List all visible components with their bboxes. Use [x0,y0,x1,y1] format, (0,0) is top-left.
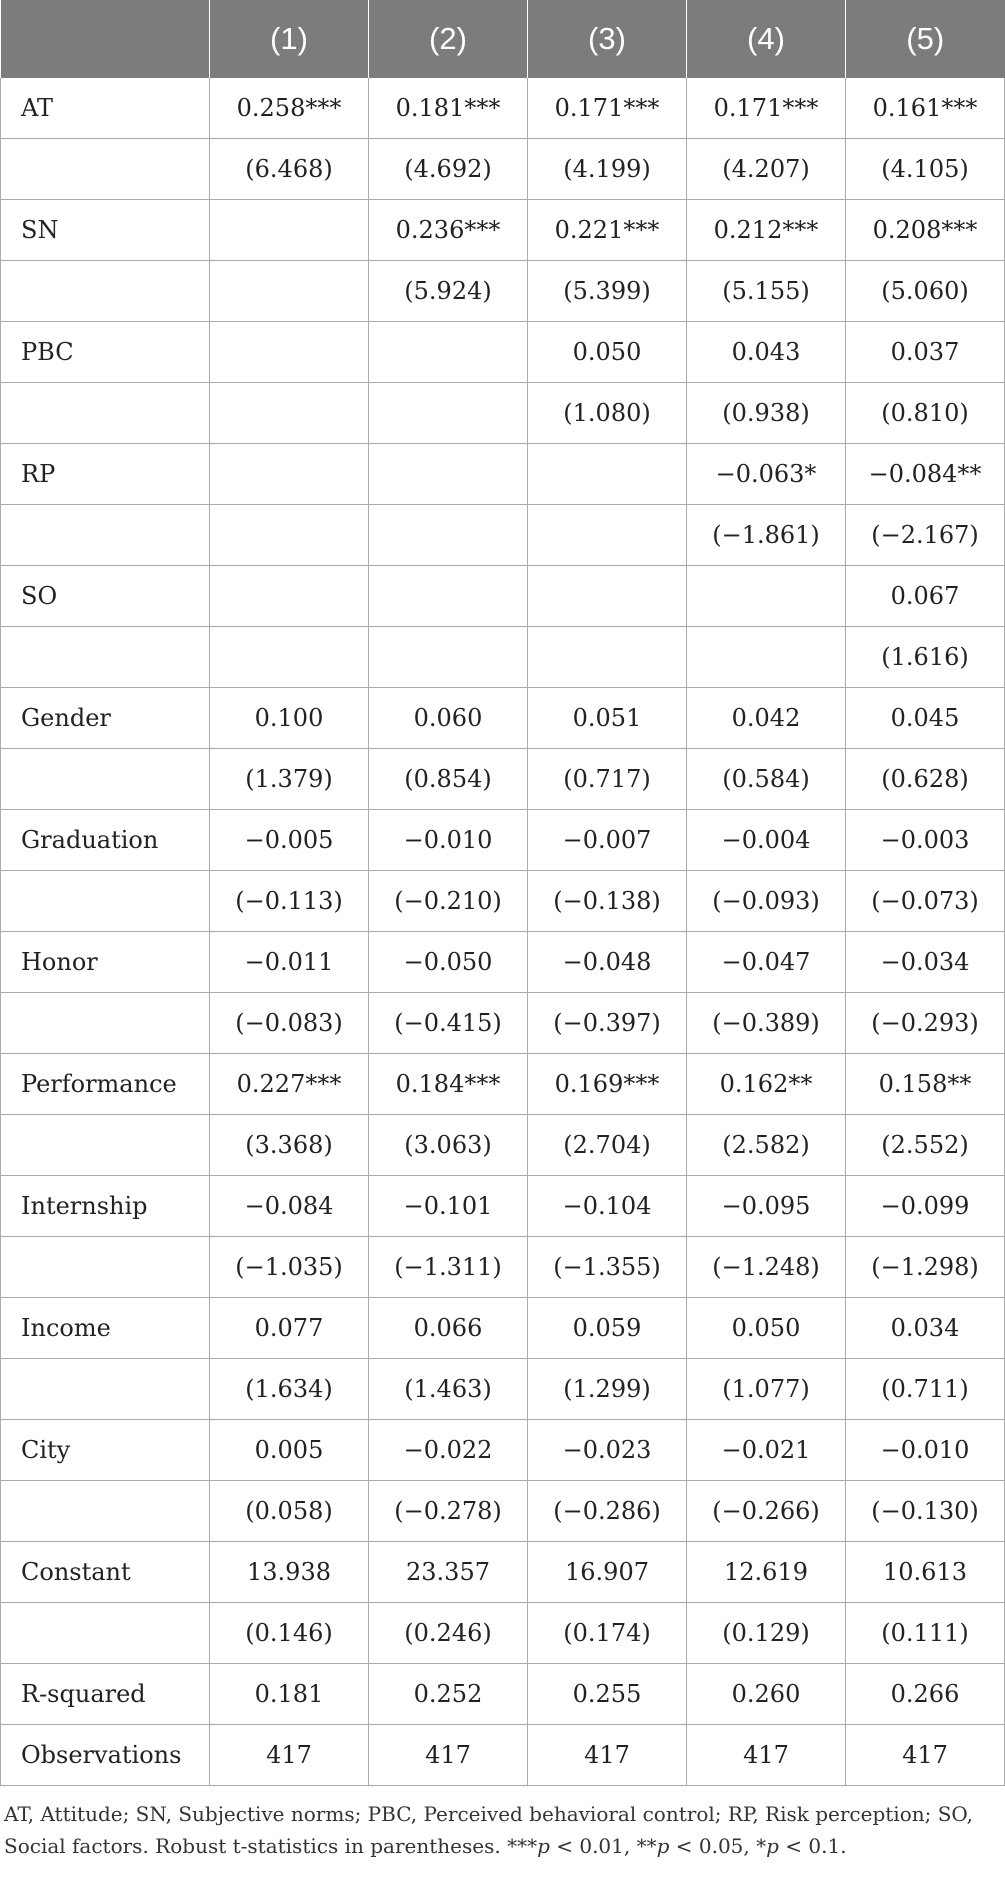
row-label-cell [1,1481,210,1542]
row-label-cell [1,1237,210,1298]
value-cell: 0.100 [210,688,369,749]
row-label-cell [1,1603,210,1664]
table-row [1,1115,1005,1176]
value-cell: 0.208*** [846,200,1005,261]
value-cell: (−0.286) [528,1481,687,1542]
value-cell [369,627,528,688]
value-cell: (4.105) [846,139,1005,200]
table-row [1,749,1005,810]
value-cell: (−2.167) [846,505,1005,566]
header-cell-model-5: (5) [846,0,1005,78]
table-row [1,383,1005,444]
value-cell: (0.058) [210,1481,369,1542]
value-cell: 0.059 [528,1298,687,1359]
table-row [1,1481,1005,1542]
value-cell: (4.692) [369,139,528,200]
footnote-sig-3: *p < 0.1. [756,1834,847,1858]
value-cell: (2.552) [846,1115,1005,1176]
value-cell [210,383,369,444]
table-row [1,688,1005,749]
table-row [1,322,1005,383]
table-row [1,78,1005,139]
row-label-cell: Internship [1,1176,210,1237]
row-label-cell [1,139,210,200]
value-cell: (0.129) [687,1603,846,1664]
value-cell: (−0.266) [687,1481,846,1542]
value-cell: 417 [846,1725,1005,1786]
table-row [1,444,1005,505]
value-cell: (−0.278) [369,1481,528,1542]
value-cell: −0.034 [846,932,1005,993]
value-cell [210,444,369,505]
value-cell [369,383,528,444]
row-label-cell: R-squared [1,1664,210,1725]
value-cell: 0.258*** [210,78,369,139]
row-label-cell: Graduation [1,810,210,871]
row-label-cell: Honor [1,932,210,993]
value-cell: (5.060) [846,261,1005,322]
value-cell: −0.005 [210,810,369,871]
value-cell: (1.080) [528,383,687,444]
table-body [1,78,1005,1786]
value-cell: −0.101 [369,1176,528,1237]
value-cell: 0.184*** [369,1054,528,1115]
table-row [1,810,1005,871]
value-cell: (−0.210) [369,871,528,932]
table-row [1,1420,1005,1481]
value-cell: −0.104 [528,1176,687,1237]
row-label-cell: RP [1,444,210,505]
value-cell: −0.004 [687,810,846,871]
value-cell: (0.146) [210,1603,369,1664]
value-cell: −0.050 [369,932,528,993]
value-cell: (0.584) [687,749,846,810]
value-cell: 417 [687,1725,846,1786]
value-cell: 0.162** [687,1054,846,1115]
table-row [1,932,1005,993]
value-cell [528,566,687,627]
value-cell: (0.938) [687,383,846,444]
value-cell: 0.043 [687,322,846,383]
value-cell: 0.060 [369,688,528,749]
value-cell: −0.010 [846,1420,1005,1481]
value-cell: −0.047 [687,932,846,993]
value-cell: 0.051 [528,688,687,749]
value-cell: (−0.389) [687,993,846,1054]
value-cell: 0.221*** [528,200,687,261]
value-cell: (−0.415) [369,993,528,1054]
value-cell [210,261,369,322]
value-cell: 0.066 [369,1298,528,1359]
row-label-cell: SN [1,200,210,261]
value-cell: 0.077 [210,1298,369,1359]
row-label-cell [1,505,210,566]
table-row [1,200,1005,261]
value-cell: (0.711) [846,1359,1005,1420]
value-cell [369,505,528,566]
row-label-cell: AT [1,78,210,139]
value-cell [210,566,369,627]
value-cell: 0.050 [687,1298,846,1359]
value-cell: (2.582) [687,1115,846,1176]
value-cell: 0.266 [846,1664,1005,1725]
value-cell: (−1.861) [687,505,846,566]
value-cell: −0.003 [846,810,1005,871]
row-label-cell: Income [1,1298,210,1359]
row-label-cell: City [1,1420,210,1481]
table-row [1,627,1005,688]
value-cell [210,322,369,383]
value-cell: 0.212*** [687,200,846,261]
row-label-cell [1,993,210,1054]
value-cell: 0.171*** [528,78,687,139]
value-cell: 0.050 [528,322,687,383]
table-row [1,1237,1005,1298]
value-cell: −0.022 [369,1420,528,1481]
value-cell: (−0.397) [528,993,687,1054]
value-cell: 0.169*** [528,1054,687,1115]
value-cell: 10.613 [846,1542,1005,1603]
value-cell [528,627,687,688]
value-cell [369,322,528,383]
value-cell: (1.379) [210,749,369,810]
value-cell: (−0.073) [846,871,1005,932]
value-cell: (−0.083) [210,993,369,1054]
row-label-cell [1,749,210,810]
value-cell [528,444,687,505]
value-cell: (−0.293) [846,993,1005,1054]
value-cell [687,566,846,627]
value-cell: (−0.093) [687,871,846,932]
value-cell: (1.299) [528,1359,687,1420]
value-cell: (−0.113) [210,871,369,932]
value-cell: (5.155) [687,261,846,322]
value-cell: (−1.355) [528,1237,687,1298]
row-label-cell [1,627,210,688]
value-cell: (6.468) [210,139,369,200]
table-row [1,1298,1005,1359]
value-cell: (5.924) [369,261,528,322]
value-cell: 417 [528,1725,687,1786]
row-label-cell: PBC [1,322,210,383]
value-cell [210,627,369,688]
value-cell: (−1.311) [369,1237,528,1298]
value-cell [369,444,528,505]
value-cell: (5.399) [528,261,687,322]
row-label-cell: Performance [1,1054,210,1115]
value-cell: 0.181*** [369,78,528,139]
row-label-cell: Constant [1,1542,210,1603]
value-cell: −0.095 [687,1176,846,1237]
table-row [1,871,1005,932]
footnote-definitions: AT, Attitude; SN, Subjective norms; PBC, Perceived behavioral control; RP, Risk perception; SO, Social factors. Robust t-statistics in parentheses. [4,1802,974,1858]
header-cell-model-3: (3) [528,0,687,78]
table-row [1,1176,1005,1237]
footnote-sig-2: **p < 0.05, [636,1834,757,1858]
value-cell: −0.048 [528,932,687,993]
table-footnote [0,1786,1003,1862]
value-cell: (0.810) [846,383,1005,444]
value-cell: 0.171*** [687,78,846,139]
table-row [1,566,1005,627]
value-cell: −0.084 [210,1176,369,1237]
value-cell: (3.063) [369,1115,528,1176]
value-cell: (−0.138) [528,871,687,932]
value-cell: (4.199) [528,139,687,200]
table-row [1,1664,1005,1725]
value-cell: −0.063* [687,444,846,505]
value-cell: 0.260 [687,1664,846,1725]
value-cell: 13.938 [210,1542,369,1603]
value-cell: −0.011 [210,932,369,993]
value-cell: (−1.248) [687,1237,846,1298]
value-cell: −0.023 [528,1420,687,1481]
footnote-sig-1: ***p < 0.01, [507,1834,637,1858]
value-cell: (3.368) [210,1115,369,1176]
value-cell: (2.704) [528,1115,687,1176]
table-row [1,1725,1005,1786]
value-cell: (0.717) [528,749,687,810]
table-row [1,505,1005,566]
table-header [1,0,1005,78]
table-row [1,1542,1005,1603]
value-cell [369,566,528,627]
table-row [1,993,1005,1054]
value-cell [210,505,369,566]
value-cell: 0.034 [846,1298,1005,1359]
value-cell: (−1.298) [846,1237,1005,1298]
value-cell: (1.463) [369,1359,528,1420]
value-cell: 0.252 [369,1664,528,1725]
value-cell: 0.042 [687,688,846,749]
header-row [1,0,1005,78]
value-cell: 0.255 [528,1664,687,1725]
value-cell [528,505,687,566]
value-cell [687,627,846,688]
table-row [1,1054,1005,1115]
row-label-cell [1,261,210,322]
value-cell: 417 [369,1725,528,1786]
value-cell: (4.207) [687,139,846,200]
value-cell: (0.246) [369,1603,528,1664]
table-row [1,261,1005,322]
value-cell: 0.158** [846,1054,1005,1115]
row-label-cell: Gender [1,688,210,749]
value-cell: 16.907 [528,1542,687,1603]
table-row [1,1603,1005,1664]
row-label-cell [1,383,210,444]
row-label-cell [1,871,210,932]
row-label-cell: Observations [1,1725,210,1786]
row-label-cell [1,1115,210,1176]
value-cell: (−0.130) [846,1481,1005,1542]
value-cell: (1.077) [687,1359,846,1420]
row-label-cell: SO [1,566,210,627]
value-cell: (0.854) [369,749,528,810]
value-cell: (0.628) [846,749,1005,810]
value-cell: 0.045 [846,688,1005,749]
value-cell: 0.236*** [369,200,528,261]
value-cell: 0.005 [210,1420,369,1481]
value-cell: 0.181 [210,1664,369,1725]
header-cell-model-2: (2) [369,0,528,78]
value-cell: 0.067 [846,566,1005,627]
value-cell: (−1.035) [210,1237,369,1298]
value-cell: 417 [210,1725,369,1786]
value-cell: (0.111) [846,1603,1005,1664]
value-cell: (1.616) [846,627,1005,688]
value-cell: (0.174) [528,1603,687,1664]
row-label-cell [1,1359,210,1420]
header-cell-model-4: (4) [687,0,846,78]
value-cell: 0.227*** [210,1054,369,1115]
table-row [1,139,1005,200]
value-cell: 23.357 [369,1542,528,1603]
value-cell: (1.634) [210,1359,369,1420]
value-cell: −0.010 [369,810,528,871]
value-cell: −0.021 [687,1420,846,1481]
header-cell-variable [1,0,210,78]
value-cell: −0.084** [846,444,1005,505]
table-row [1,1359,1005,1420]
value-cell: 12.619 [687,1542,846,1603]
value-cell: −0.007 [528,810,687,871]
value-cell [210,200,369,261]
value-cell: 0.037 [846,322,1005,383]
value-cell: −0.099 [846,1176,1005,1237]
header-cell-model-1: (1) [210,0,369,78]
value-cell: 0.161*** [846,78,1005,139]
